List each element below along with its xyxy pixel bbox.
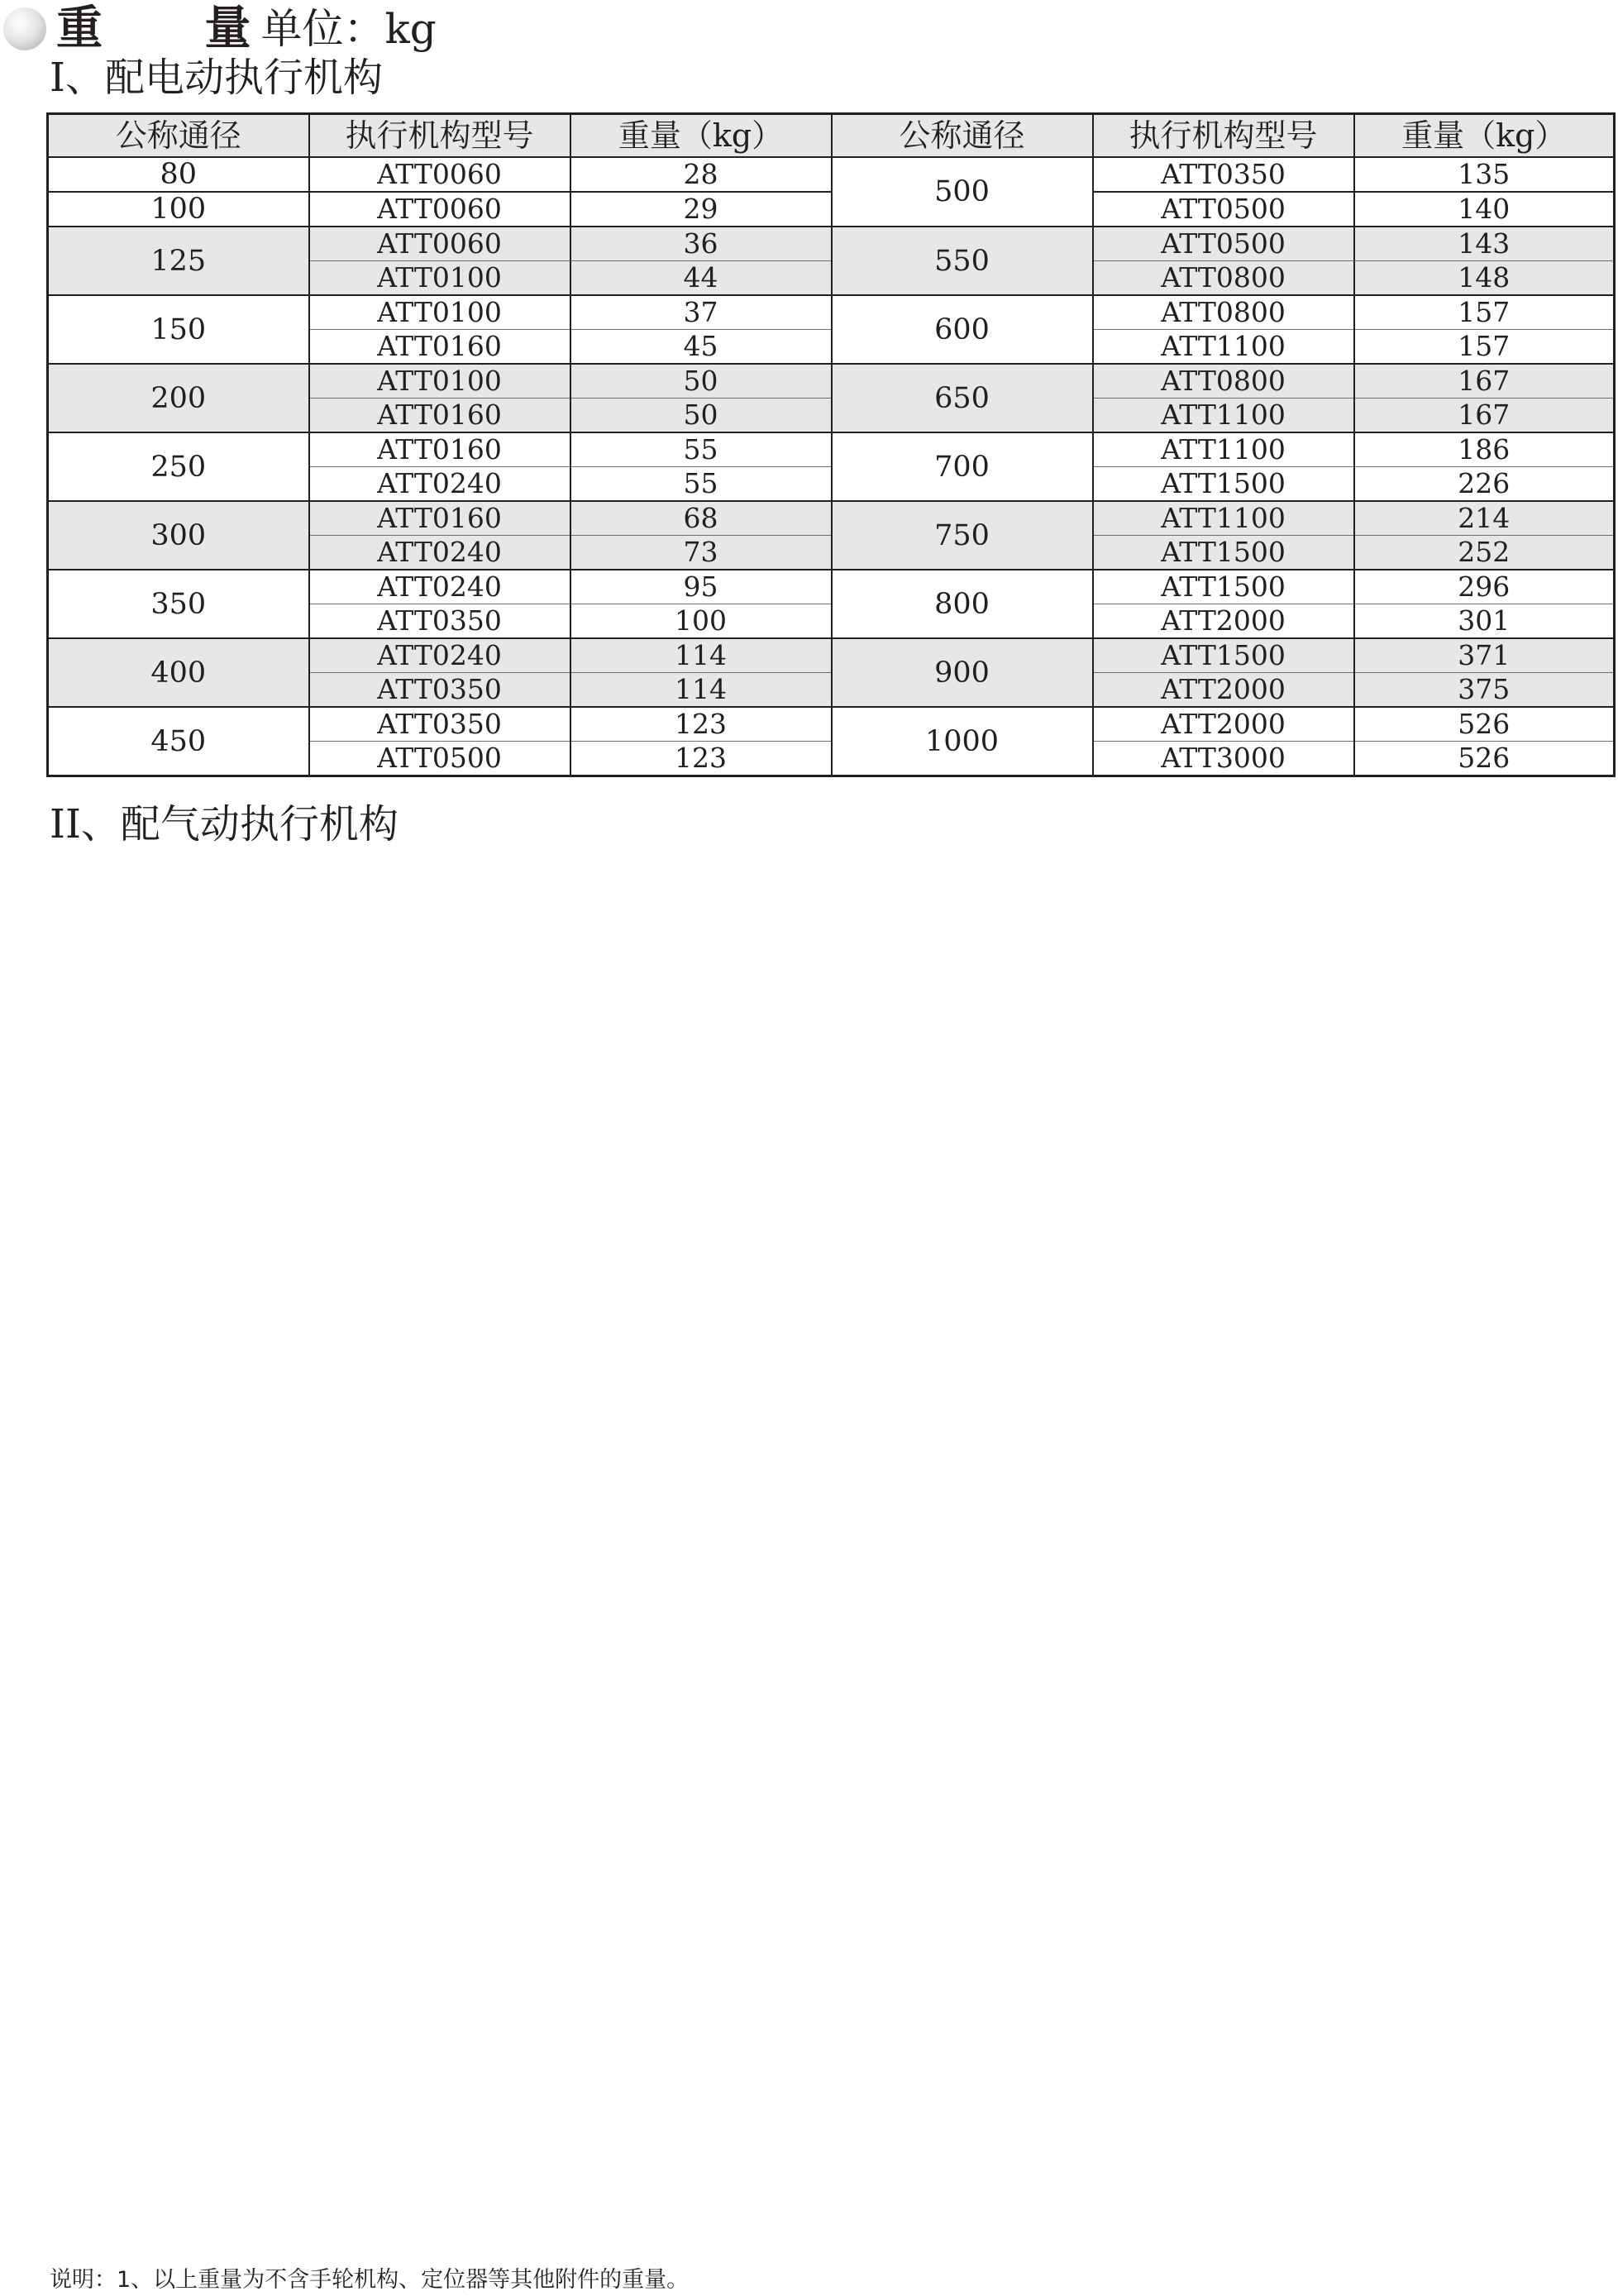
table-row [48, 295, 1615, 330]
nominal-diameter: 450 [48, 707, 309, 776]
actuator-model: ATT1100 [1093, 399, 1354, 433]
circle-bullet-icon [3, 7, 46, 50]
weight-value: 157 [1354, 295, 1615, 330]
section-title-pneumatic: II、配气动执行机构 [50, 801, 399, 847]
actuator-model: ATT0350 [309, 604, 570, 639]
actuator-model: ATT0240 [309, 570, 570, 604]
footnote: 说明：1、以上重量为不含手轮机构、定位器等其他附件的重量。 [50, 2267, 690, 2293]
weight-value: 73 [570, 536, 832, 570]
actuator-model: ATT0100 [309, 295, 570, 330]
weight-value: 123 [570, 742, 832, 776]
weight-value: 36 [570, 227, 832, 261]
actuator-model: ATT0800 [1093, 295, 1354, 330]
column-header: 执行机构型号 [309, 114, 570, 158]
nominal-diameter: 900 [832, 638, 1093, 707]
weight-value: 114 [570, 673, 832, 708]
actuator-model: ATT0800 [1093, 364, 1354, 399]
table-row [48, 707, 1615, 742]
nominal-diameter: 350 [48, 570, 309, 638]
nominal-diameter: 800 [832, 570, 1093, 638]
actuator-model: ATT1500 [1093, 638, 1354, 673]
actuator-model: ATT3000 [1093, 742, 1354, 776]
actuator-model: ATT0160 [309, 399, 570, 433]
weight-value: 186 [1354, 432, 1615, 467]
title-bold: 重 量 [56, 2, 294, 55]
weight-value: 50 [570, 364, 832, 399]
table-row [48, 570, 1615, 604]
weight-value: 157 [1354, 330, 1615, 365]
nominal-diameter: 650 [832, 364, 1093, 432]
weight-value: 123 [570, 707, 832, 742]
weight-value: 95 [570, 570, 832, 604]
column-header: 重量（kg） [570, 114, 832, 158]
table-row [48, 192, 1615, 227]
nominal-diameter: 500 [832, 157, 1093, 227]
actuator-model: ATT0350 [309, 673, 570, 708]
weight-value: 100 [570, 604, 832, 639]
title-unit: 单位：kg [260, 5, 437, 53]
column-header: 公称通径 [48, 114, 309, 158]
actuator-model: ATT0500 [309, 742, 570, 776]
column-header: 执行机构型号 [1093, 114, 1354, 158]
section-title-electric: I、配电动执行机构 [50, 55, 383, 101]
weight-value: 301 [1354, 604, 1615, 639]
nominal-diameter: 750 [832, 501, 1093, 570]
weight-value: 143 [1354, 227, 1615, 261]
nominal-diameter: 80 [48, 157, 309, 192]
actuator-model: ATT0160 [309, 330, 570, 365]
nominal-diameter: 300 [48, 501, 309, 570]
actuator-model: ATT0100 [309, 364, 570, 399]
weight-value: 226 [1354, 467, 1615, 502]
actuator-model: ATT1500 [1093, 570, 1354, 604]
weight-value: 50 [570, 399, 832, 433]
actuator-model: ATT0800 [1093, 261, 1354, 296]
actuator-model: ATT0060 [309, 157, 570, 192]
actuator-model: ATT0240 [309, 467, 570, 502]
nominal-diameter: 250 [48, 432, 309, 501]
weight-value: 55 [570, 467, 832, 502]
nominal-diameter: 600 [832, 295, 1093, 364]
actuator-model: ATT2000 [1093, 707, 1354, 742]
column-header: 公称通径 [832, 114, 1093, 158]
nominal-diameter: 150 [48, 295, 309, 364]
table-header-row [48, 114, 1615, 158]
actuator-model: ATT0240 [309, 536, 570, 570]
table-row [48, 432, 1615, 467]
actuator-model: ATT0500 [1093, 227, 1354, 261]
weight-value: 167 [1354, 364, 1615, 399]
weight-value: 135 [1354, 157, 1615, 192]
actuator-model: ATT0160 [309, 501, 570, 536]
weight-value: 68 [570, 501, 832, 536]
weight-value: 526 [1354, 742, 1615, 776]
weight-value: 375 [1354, 673, 1615, 708]
weight-value: 44 [570, 261, 832, 296]
weight-value: 371 [1354, 638, 1615, 673]
nominal-diameter: 400 [48, 638, 309, 707]
table-row [48, 227, 1615, 261]
actuator-model: ATT0240 [309, 638, 570, 673]
nominal-diameter: 1000 [832, 707, 1093, 776]
nominal-diameter: 200 [48, 364, 309, 432]
table-row [48, 364, 1615, 399]
weight-value: 37 [570, 295, 832, 330]
actuator-model: ATT1500 [1093, 536, 1354, 570]
weight-value: 55 [570, 432, 832, 467]
page-title [3, 0, 437, 58]
weight-value: 167 [1354, 399, 1615, 433]
nominal-diameter: 125 [48, 227, 309, 295]
weight-value: 29 [570, 192, 832, 227]
actuator-model: ATT1100 [1093, 432, 1354, 467]
electric-actuator-weight-table [46, 112, 1616, 777]
nominal-diameter: 100 [48, 192, 309, 227]
table-row [48, 501, 1615, 536]
actuator-model: ATT1100 [1093, 330, 1354, 365]
nominal-diameter: 700 [832, 432, 1093, 501]
actuator-model: ATT0350 [309, 707, 570, 742]
weight-value: 45 [570, 330, 832, 365]
actuator-model: ATT1500 [1093, 467, 1354, 502]
actuator-model: ATT2000 [1093, 604, 1354, 639]
weight-value: 296 [1354, 570, 1615, 604]
weight-value: 214 [1354, 501, 1615, 536]
actuator-model: ATT0500 [1093, 192, 1354, 227]
table-row [48, 638, 1615, 673]
actuator-model: ATT1100 [1093, 501, 1354, 536]
weight-value: 114 [570, 638, 832, 673]
weight-value: 252 [1354, 536, 1615, 570]
actuator-model: ATT0060 [309, 192, 570, 227]
nominal-diameter: 550 [832, 227, 1093, 295]
actuator-model: ATT0160 [309, 432, 570, 467]
weight-value: 526 [1354, 707, 1615, 742]
weight-value: 148 [1354, 261, 1615, 296]
actuator-model: ATT2000 [1093, 673, 1354, 708]
weight-value: 28 [570, 157, 832, 192]
actuator-model: ATT0350 [1093, 157, 1354, 192]
table-row [48, 157, 1615, 192]
actuator-model: ATT0100 [309, 261, 570, 296]
column-header: 重量（kg） [1354, 114, 1615, 158]
weight-value: 140 [1354, 192, 1615, 227]
actuator-model: ATT0060 [309, 227, 570, 261]
